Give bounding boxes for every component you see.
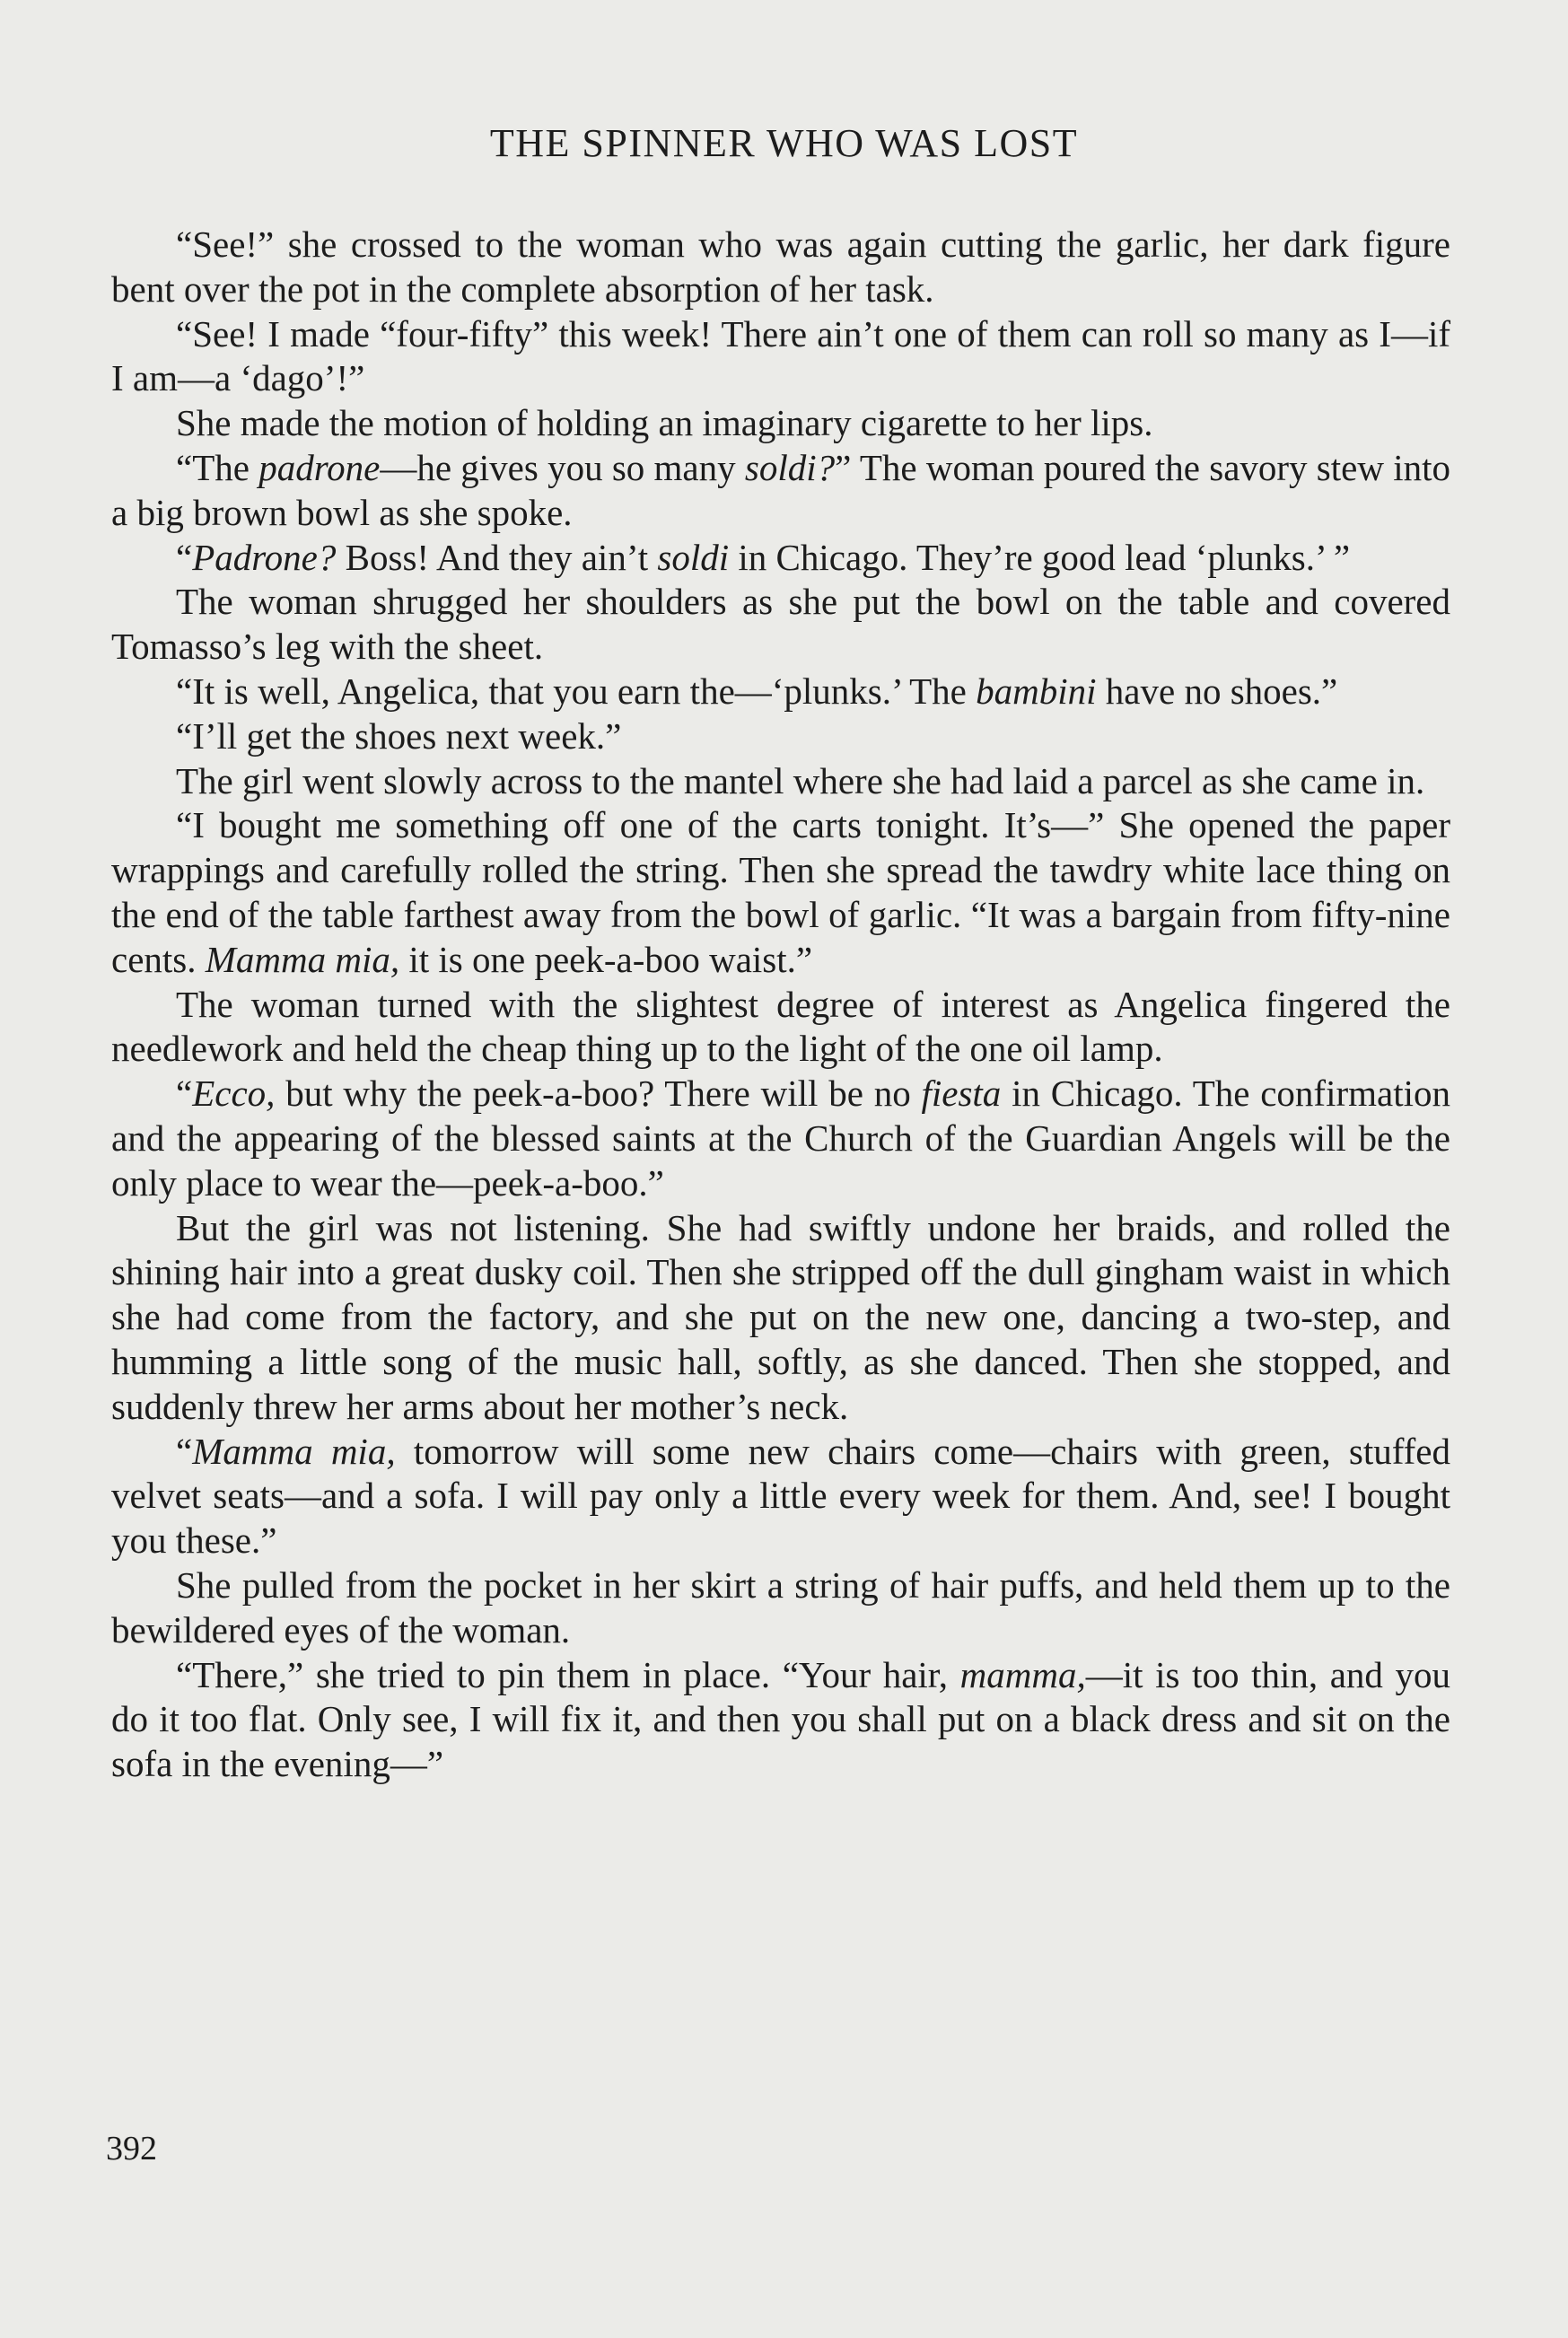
- paragraph: “See! I made “four-fifty” this week! There ain’t one of them can roll so many as I—if I am—a ‘dago’!”: [111, 312, 1450, 399]
- paragraph: “It is well, Angelica, that you earn the—‘plunks.’ The bambini have no shoes.”: [176, 670, 1338, 712]
- paragraph: She made the motion of holding an imaginary cigarette to her lips.: [176, 402, 1153, 444]
- paragraph: “Mamma mia, tomorrow will some new chairs come—chairs with green, stuffed velvet seats—and a sofa. I will pay only a little every week for them. And, see! I bought you these.”: [111, 1430, 1450, 1562]
- paragraph: The girl went slowly across to the mantel where she had laid a parcel as she came in.: [176, 759, 1425, 801]
- paragraph: The woman shrugged her shoulders as she put the bowl on the table and covered Tomasso’s leg with the sheet.: [111, 581, 1450, 668]
- paragraph: “Padrone? Boss! And they ain’t soldi in Chicago. They’re good lead ‘plunks.’ ”: [176, 536, 1351, 578]
- paragraph: “Ecco, but why the peek-a-boo? There will be no fiesta in Chicago. The confirmation and the appearing of the blessed saints at the Church of the Guardian Angels will be the only place to wear the—peek-a-boo.”: [111, 1073, 1450, 1204]
- paragraph: “I bought me something off one of the carts tonight. It’s—” She opened the paper wrappings and carefully rolled the string. Then she spread the tawdry white lace thing on the end of the table farthest away from the bowl of garlic. “It was a bargain from fifty-nine cents. Mamma mia, it is one peek-a-boo waist.”: [111, 804, 1450, 980]
- paragraph: “The padrone—he gives you so many soldi?” The woman poured the savory stew into a big brown bowl as she spoke.: [111, 446, 1450, 533]
- paragraph: She pulled from the pocket in her skirt a string of hair puffs, and held them up to the bewildered eyes of the woman.: [111, 1563, 1450, 1651]
- paragraph: “I’ll get the shoes next week.”: [176, 714, 622, 757]
- running-title: THE SPINNER WHO WAS LOST: [489, 121, 1079, 165]
- paragraph: “There,” she tried to pin them in place. “Your hair, mamma,—it is too thin, and you do it too flat. Only see, I will fix it, and then you shall put on a black dress and sit on the sofa in the evening—”: [111, 1653, 1451, 1785]
- paragraph: “See!” she crossed to the woman who was again cutting the garlic, her dark figure bent over the pot in the complete absorption of her task.: [111, 223, 1450, 310]
- body-text: [111, 223, 1450, 1787]
- paragraph: But the girl was not listening. She had swiftly undone her braids, and rolled the shining hair into a great dusky coil. Then she stripped off the dull gingham waist in which she had come from the factory, and she put on the new one, dancing a two-step, and humming a little song of the music hall, softly, as she danced. Then she stopped, and suddenly threw her arms about her mother’s neck.: [111, 1206, 1450, 1427]
- page-number: 392: [106, 2130, 157, 2167]
- paragraph: The woman turned with the slightest degree of interest as Angelica fingered the needlework and held the cheap thing up to the light of the one oil lamp.: [111, 983, 1450, 1070]
